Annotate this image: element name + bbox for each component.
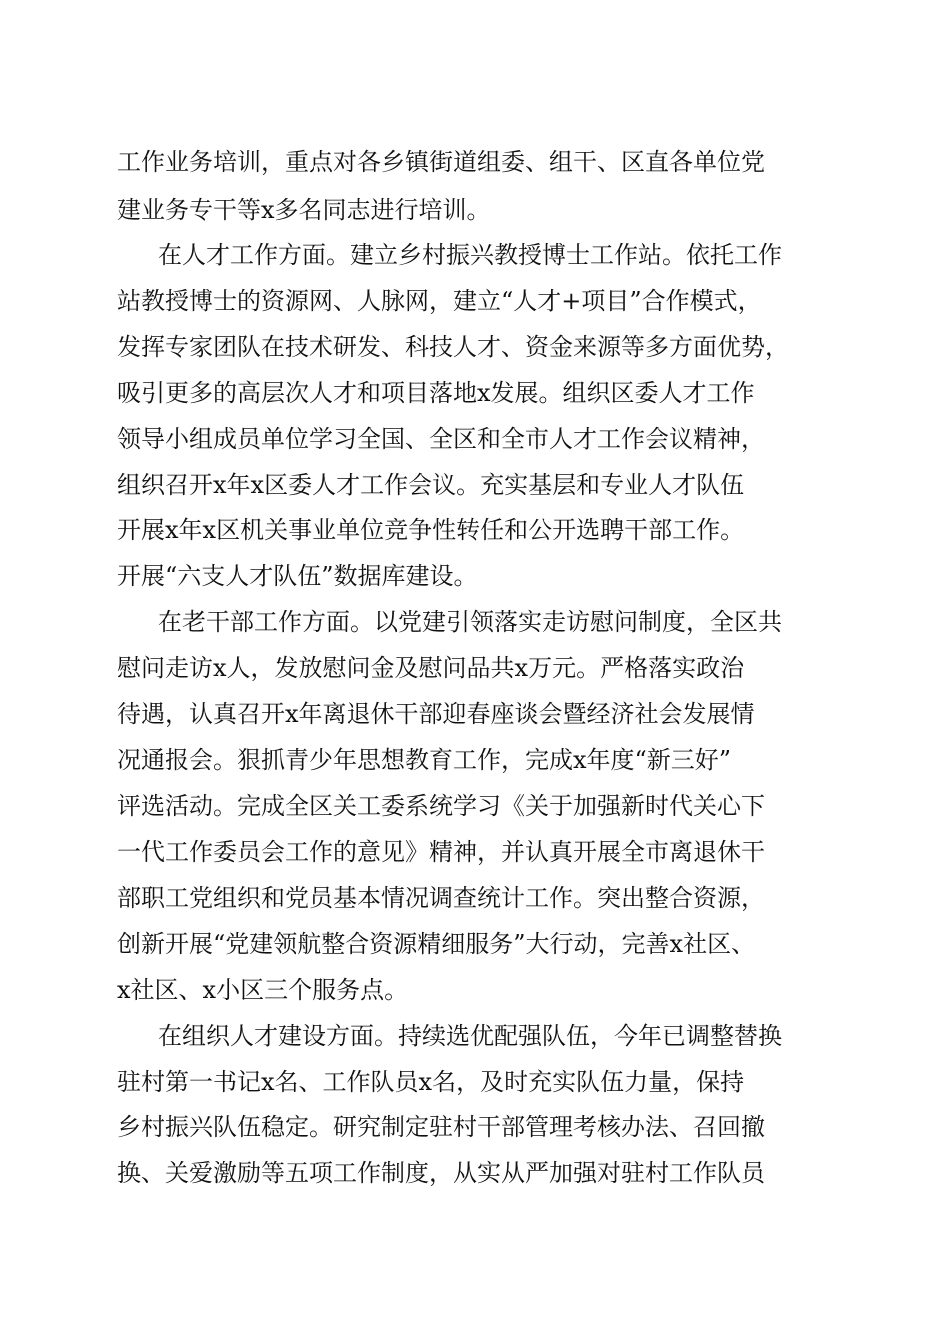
text-line: 开展x年x区机关事业单位竞争性转任和公开选聘干部工作。 — [117, 516, 745, 544]
text-line: 驻村第一书记x名、工作队员x名，及时充实队伍力量，保持 — [117, 1068, 745, 1096]
text-line: 站教授博士的资源网、人脉网，建立“人才+项目”合作模式， — [117, 287, 762, 315]
text-line: 一代工作委员会工作的意见》精神，并认真开展全市离退休干 — [117, 838, 765, 866]
text-line: 待遇，认真召开x年离退休干部迎春座谈会暨经济社会发展情 — [117, 700, 755, 728]
text-line: 吸引更多的高层次人才和项目落地x发展。组织区委人才工作 — [117, 379, 755, 407]
text-line: 评选活动。完成全区关工委系统学习《关于加强新时代关心下 — [117, 792, 765, 820]
text-line: 创新开展“党建领航整合资源精细服务”大行动，完善x社区、 — [117, 930, 756, 958]
text-line: 在人才工作方面。建立乡村振兴教授博士工作站。依托工作 — [158, 241, 782, 269]
text-line: 组织召开x年x区委人才工作会议。充实基层和专业人才队伍 — [117, 471, 745, 499]
text-line: 乡村振兴队伍稳定。研究制定驻村干部管理考核办法、召回撤 — [117, 1113, 765, 1141]
text-line: 况通报会。狠抓青少年思想教育工作，完成x年度“新三好” — [117, 746, 732, 774]
text-line: 在组织人才建设方面。持续选优配强队伍，今年已调整替换 — [158, 1022, 782, 1050]
text-line: 在老干部工作方面。以党建引领落实走访慰问制度，全区共 — [158, 608, 782, 636]
text-line: 部职工党组织和党员基本情况调查统计工作。突出整合资源， — [117, 884, 765, 912]
text-line: 建业务专干等x多名同志进行培训。 — [117, 196, 491, 224]
text-line: 发挥专家团队在技术研发、科技人才、资金来源等多方面优势， — [117, 333, 789, 361]
text-line: 领导小组成员单位学习全国、全区和全市人才工作会议精神， — [117, 425, 765, 453]
text-line: 工作业务培训，重点对各乡镇街道组委、组干、区直各单位党 — [117, 148, 765, 176]
text-line: 开展“六支人才队伍”数据库建设。 — [117, 562, 478, 590]
text-line: x社区、x小区三个服务点。 — [117, 976, 409, 1004]
text-line: 慰问走访x人，发放慰问金及慰问品共x万元。严格落实政治 — [117, 654, 745, 682]
text-line: 换、关爱激励等五项工作制度，从实从严加强对驻村工作队员 — [117, 1159, 765, 1187]
